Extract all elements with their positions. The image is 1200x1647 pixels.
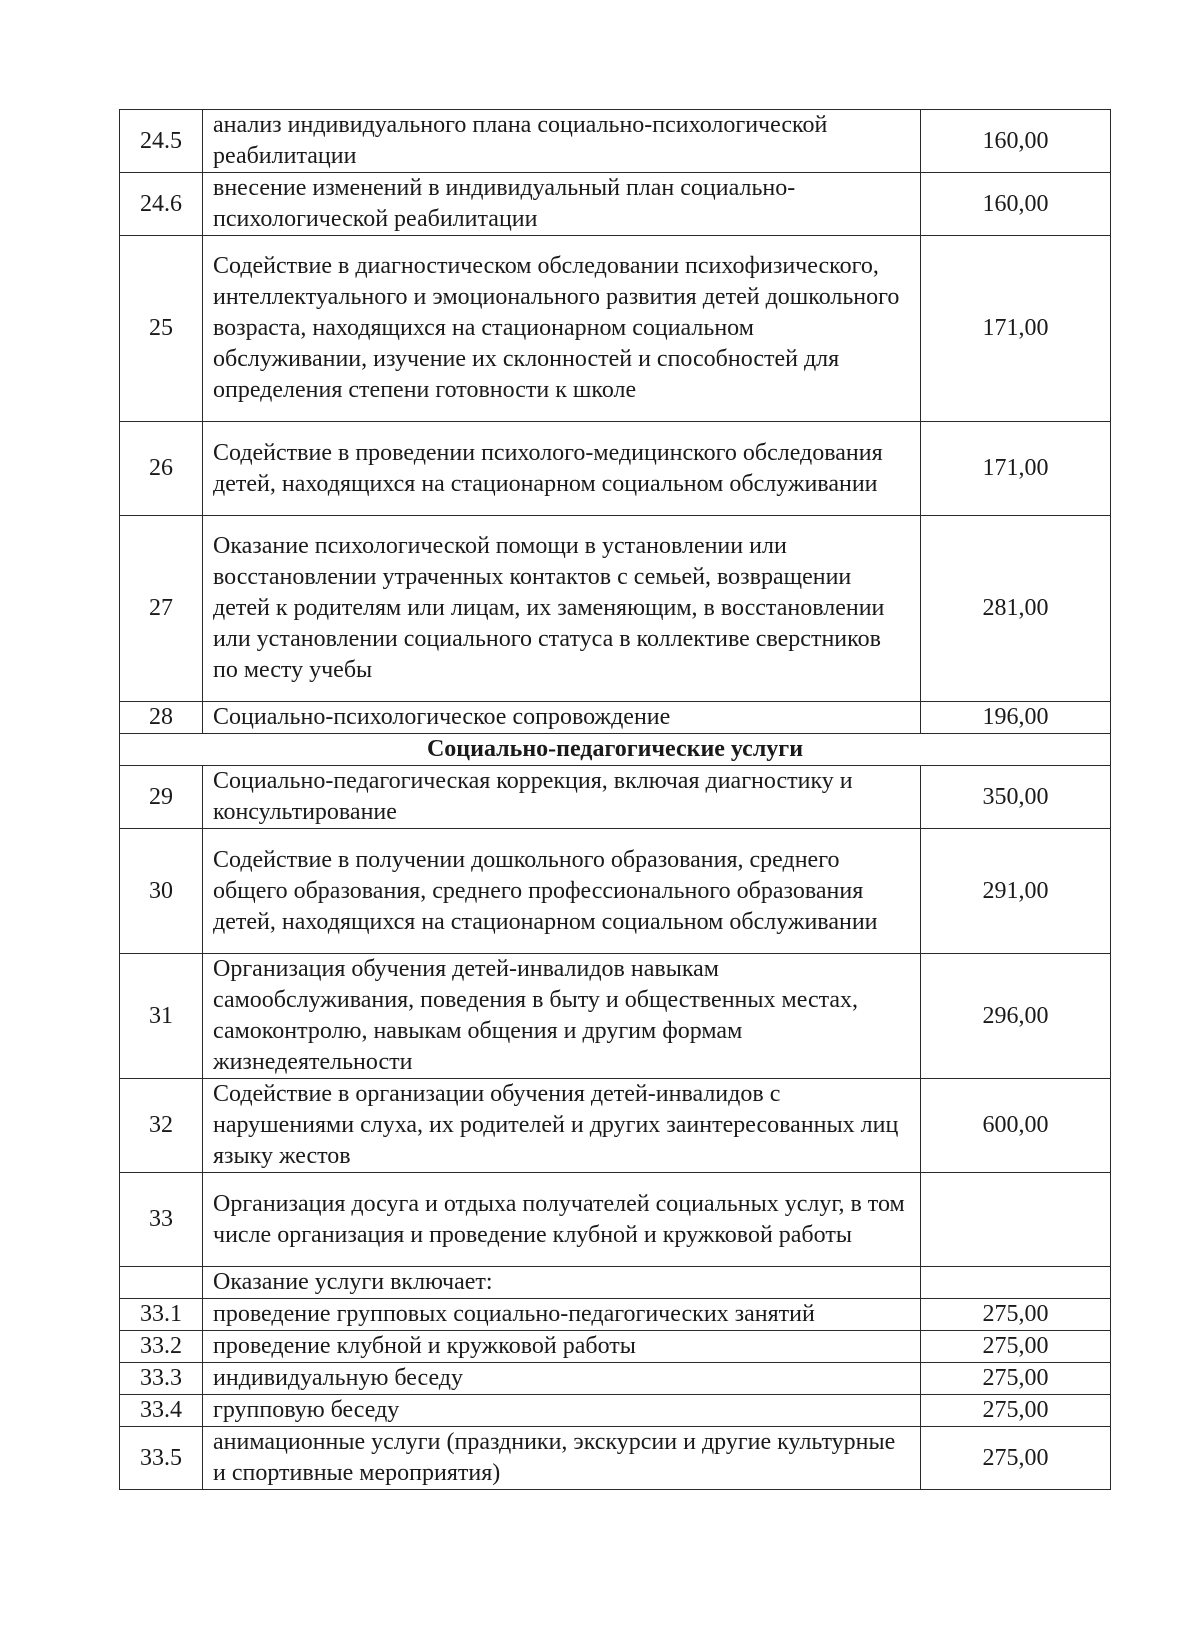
table-row [120, 1079, 1111, 1173]
row-number: 33.5 [120, 1427, 203, 1490]
service-price: 160,00 [921, 173, 1111, 236]
table-row [120, 173, 1111, 236]
service-price: 171,00 [921, 422, 1111, 516]
service-description: Содействие в диагностическом обследовании психофизического, интеллектуального и эмоционального развития детей дошкольного возраста, находящихся на стационарном социальном обслуживании, изучение их склонностей и способностей для определения степени готовности к школе [203, 236, 921, 422]
table-section-header [120, 734, 1111, 766]
row-number: 28 [120, 702, 203, 734]
service-price [921, 1173, 1111, 1267]
service-description: Оказание услуги включает: [203, 1267, 921, 1299]
service-description: Содействие в получении дошкольного образования, среднего общего образования, среднего профессионального образования детей, находящихся на стационарном социальном обслуживании [203, 829, 921, 954]
service-description: Организация досуга и отдыха получателей социальных услуг, в том числе организация и проведение клубной и кружковой работы [203, 1173, 921, 1267]
table-row [120, 829, 1111, 954]
service-description: Социально-педагогическая коррекция, включая диагностику и консультирование [203, 766, 921, 829]
service-description: проведение групповых социально-педагогических занятий [203, 1299, 921, 1331]
row-number: 33.4 [120, 1395, 203, 1427]
table-row [120, 1173, 1111, 1267]
service-price: 275,00 [921, 1299, 1111, 1331]
service-description: индивидуальную беседу [203, 1363, 921, 1395]
service-price: 275,00 [921, 1363, 1111, 1395]
service-price: 196,00 [921, 702, 1111, 734]
service-price: 296,00 [921, 954, 1111, 1079]
service-description: проведение клубной и кружковой работы [203, 1331, 921, 1363]
service-description: Содействие в проведении психолого-медицинского обследования детей, находящихся на стационарном социальном обслуживании [203, 422, 921, 516]
table-body-pedagogical [120, 766, 1111, 1490]
table-row [120, 1331, 1111, 1363]
service-description: Содействие в организации обучения детей-инвалидов с нарушениями слуха, их родителей и других заинтересованных лиц языку жестов [203, 1079, 921, 1173]
table-row [120, 1395, 1111, 1427]
section-title: Социально-педагогические услуги [120, 734, 1111, 766]
row-number: 26 [120, 422, 203, 516]
row-number: 27 [120, 516, 203, 702]
service-price: 275,00 [921, 1395, 1111, 1427]
service-price: 291,00 [921, 829, 1111, 954]
row-number: 29 [120, 766, 203, 829]
table-body-psychological [120, 110, 1111, 734]
service-price: 275,00 [921, 1427, 1111, 1490]
table-row [120, 516, 1111, 702]
row-number: 33.3 [120, 1363, 203, 1395]
services-price-table [119, 109, 1111, 1490]
table-row [120, 766, 1111, 829]
table-row [120, 1267, 1111, 1299]
service-price: 171,00 [921, 236, 1111, 422]
service-description: Оказание психологической помощи в установлении или восстановлении утраченных контактов с семьей, возвращении детей к родителям или лицам, их заменяющим, в восстановлении или установлении социального статуса в коллективе сверстников по месту учебы [203, 516, 921, 702]
table-row [120, 1363, 1111, 1395]
row-number: 24.6 [120, 173, 203, 236]
row-number: 25 [120, 236, 203, 422]
service-price [921, 1267, 1111, 1299]
service-price: 160,00 [921, 110, 1111, 173]
row-number: 33.2 [120, 1331, 203, 1363]
table-row [120, 236, 1111, 422]
table-row [120, 1299, 1111, 1331]
row-number: 33 [120, 1173, 203, 1267]
service-description: Организация обучения детей-инвалидов навыкам самообслуживания, поведения в быту и общественных местах, самоконтролю, навыкам общения и другим формам жизнедеятельности [203, 954, 921, 1079]
service-description: внесение изменений в индивидуальный план социально-психологической реабилитации [203, 173, 921, 236]
row-number: 31 [120, 954, 203, 1079]
section-row [120, 734, 1111, 766]
table-row [120, 422, 1111, 516]
service-price: 275,00 [921, 1331, 1111, 1363]
service-price: 600,00 [921, 1079, 1111, 1173]
row-number: 32 [120, 1079, 203, 1173]
service-price: 350,00 [921, 766, 1111, 829]
service-description: анимационные услуги (праздники, экскурсии и другие культурные и спортивные мероприятия) [203, 1427, 921, 1490]
service-price: 281,00 [921, 516, 1111, 702]
row-number: 30 [120, 829, 203, 954]
table-row [120, 1427, 1111, 1490]
row-number: 24.5 [120, 110, 203, 173]
service-description: Социально-психологическое сопровождение [203, 702, 921, 734]
table-row [120, 110, 1111, 173]
service-description: анализ индивидуального плана социально-психологической реабилитации [203, 110, 921, 173]
table-row [120, 954, 1111, 1079]
row-number [120, 1267, 203, 1299]
service-description: групповую беседу [203, 1395, 921, 1427]
table-row [120, 702, 1111, 734]
row-number: 33.1 [120, 1299, 203, 1331]
